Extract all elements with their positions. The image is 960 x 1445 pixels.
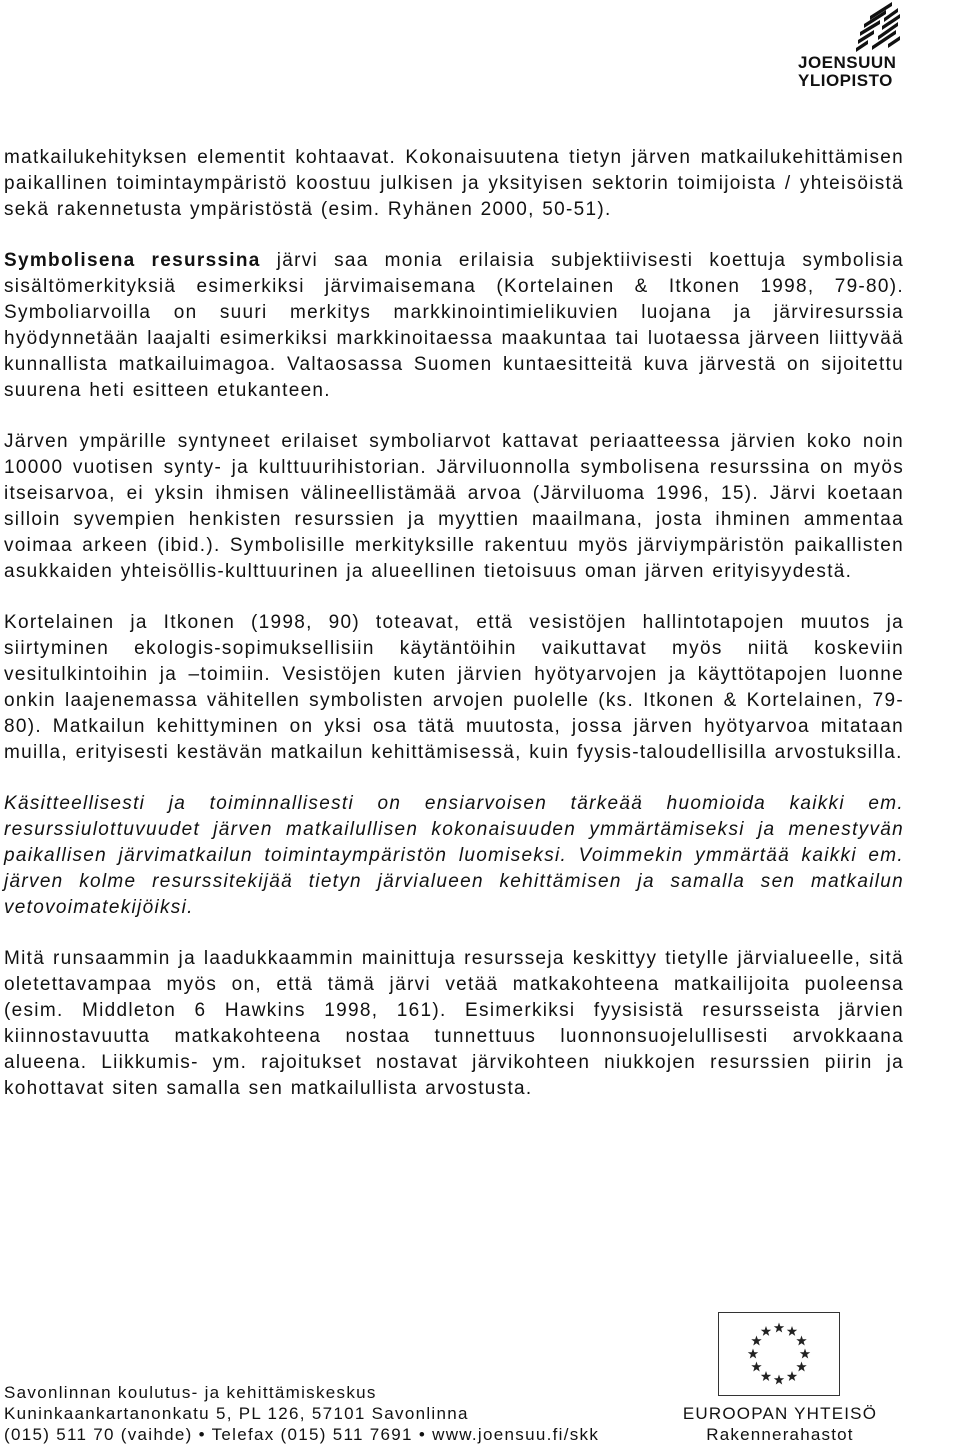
footer-org: Savonlinnan koulutus- ja kehittämiskeskus xyxy=(4,1383,377,1402)
paragraph-text: Kortelainen ja Itkonen (1998, 90) toteavat, että vesistöjen hallintotapojen muutos ja siirtyminen ekologis-sopimuksellisiin käytäntöihin vaikuttavat myös niitä koskeviin vesitulkintoihin ja –toimiin. Vesistöjen kuten järvien hyötyarvojen ja käyttötapojen luonne onkin laajenemassa vähitellen symbolisten arvojen puolelle (ks. Itkonen & Kortelainen, 79-80). Matkailun kehittyminen on yksi osa tätä muutosta, jossa järven hyötyarvoa mitataan muilla, erityisesti kestävän matkailun kehittämisessä, kuin fyysis-taloudellisilla arvostuksilla. xyxy=(4,612,904,763)
logo-line-1: JOENSUUN xyxy=(798,53,897,72)
paragraph-text: matkailukehityksen elementit kohtaavat. Kokonaisuutena tietyn järven matkailukehittämisen paikallinen toimintaympäristö koostuu julkisen ja yksityisen sektorin toimijoista / yhteisöistä sekä rakennetusta ympäristöstä (esim. Ryhänen 2000, 50-51). xyxy=(4,147,904,220)
document-body xyxy=(4,145,904,1127)
eu-star-icon xyxy=(796,1362,806,1372)
paragraph-5-italic xyxy=(4,791,904,921)
paragraph-text: Mitä runsaammin ja laadukkaammin mainittuja resursseja keskittyy tietylle järvialueelle, sitä oletettavampaa myös on, että tämä järvi vetää matkakohteena matkailijoita puoleensa (esim. Middleton 6 Hawkins 1998, 161). Esimerkiksi fyysisistä resursseista järvien kiinnostavuutta matkakohteena nostaa tunnettuus luonnonsuojelullisesti arvokkaana alueena. Liikkumis- ym. rajoitukset nostavat järvikohteen niukkojen resurssien piirin ja kohottavat siten samalla sen matkailullista arvostusta. xyxy=(4,948,904,1099)
eu-label-line-2: Rakennerahastot xyxy=(706,1425,854,1444)
university-logo xyxy=(798,0,902,100)
eu-star-icon xyxy=(774,1323,784,1333)
eu-star-icon xyxy=(761,1371,771,1381)
eu-star-icon xyxy=(751,1336,761,1346)
footer-contact: (015) 511 70 (vaihde) • Telefax (015) 511 7691 • www.joensuu.fi/skk xyxy=(4,1425,600,1444)
footer-address: Kuninkaankartanonkatu 5, PL 126, 57101 Savonlinna xyxy=(4,1404,469,1423)
eu-star-icon xyxy=(800,1349,810,1359)
paragraph-text: järvi saa monia erilaisia subjektiivisesti koettuja symbolisia sisältömerkityksiä esimerkiksi järvimaisemana (Kortelainen & Itkonen 1998, 79-80). Symboliarvoilla on suuri merkitys markkinointimielikuvien luojana ja järviresurssia hyödynnetään laajalti esimerkiksi markkinoitaessa maakuntaa tai luotaessa järveen liittyvää kunnallista matkailuimagoa. Valtaosassa Suomen kuntaesitteitä kuva järvestä on sijoitettu suurena heti esitteen etukanteen. xyxy=(4,250,905,401)
eu-star-icon xyxy=(751,1362,761,1372)
eu-star-icon xyxy=(787,1371,797,1381)
eu-star-icon xyxy=(748,1349,758,1359)
eu-star-icon xyxy=(787,1326,797,1336)
eu-star-icon xyxy=(796,1336,806,1346)
eu-label-line-1: EUROOPAN YHTEISÖ xyxy=(682,1404,878,1423)
eu-flag-icon xyxy=(718,1312,840,1396)
university-logo-icon xyxy=(798,0,902,56)
footer-address-block xyxy=(4,1382,624,1445)
paragraph-2 xyxy=(4,248,904,404)
eu-star-icon xyxy=(774,1375,784,1385)
logo-line-2: YLIOPISTO xyxy=(798,71,893,90)
paragraph-text: Järven ympärille syntyneet erilaiset symboliarvot kattavat periaatteessa järvien koko noin 10000 vuotisen synty- ja kulttuurihistorian. Järviluonnolla symbolisena resurssina on myös itseisarvoa, ei yksin ihmisen välineellistämää arvoa (Järviluoma 1996, 15). Järvi koetaan silloin syvempien henkisten resurssien ja myyttien maailmana, josta ihminen ammentaa voimaa arkeen (ibid.). Symbolisille merkityksille rakentuu myös järviympäristön paikallisten asukkaiden yhteisöllis-kulttuurinen ja alueellinen tietoisuus oman järven erityisyydestä. xyxy=(4,431,904,582)
eu-star-icon xyxy=(761,1326,771,1336)
paragraph-6 xyxy=(4,946,904,1102)
paragraph-lead-term: Symbolisena resurssina xyxy=(4,250,261,271)
eu-label xyxy=(660,1403,900,1445)
paragraph-3 xyxy=(4,429,904,585)
paragraph-4 xyxy=(4,610,904,766)
paragraph-1 xyxy=(4,145,904,223)
paragraph-text: Käsitteellisesti ja toiminnallisesti on ensiarvoisen tärkeää huomioida kaikki em. resurssiulottuvuudet järven matkailullisen kokonaisuuden ymmärtämiseksi ja menestyvän paikallisen järvimatkailun toimintaympäristön luomiseksi. Voimmekin ymmärtää kaikki em. järven kolme resurssitekijää tietyn järvialueen kehittämisen ja samalla sen matkailun vetovoimatekijöiksi. xyxy=(4,793,904,918)
